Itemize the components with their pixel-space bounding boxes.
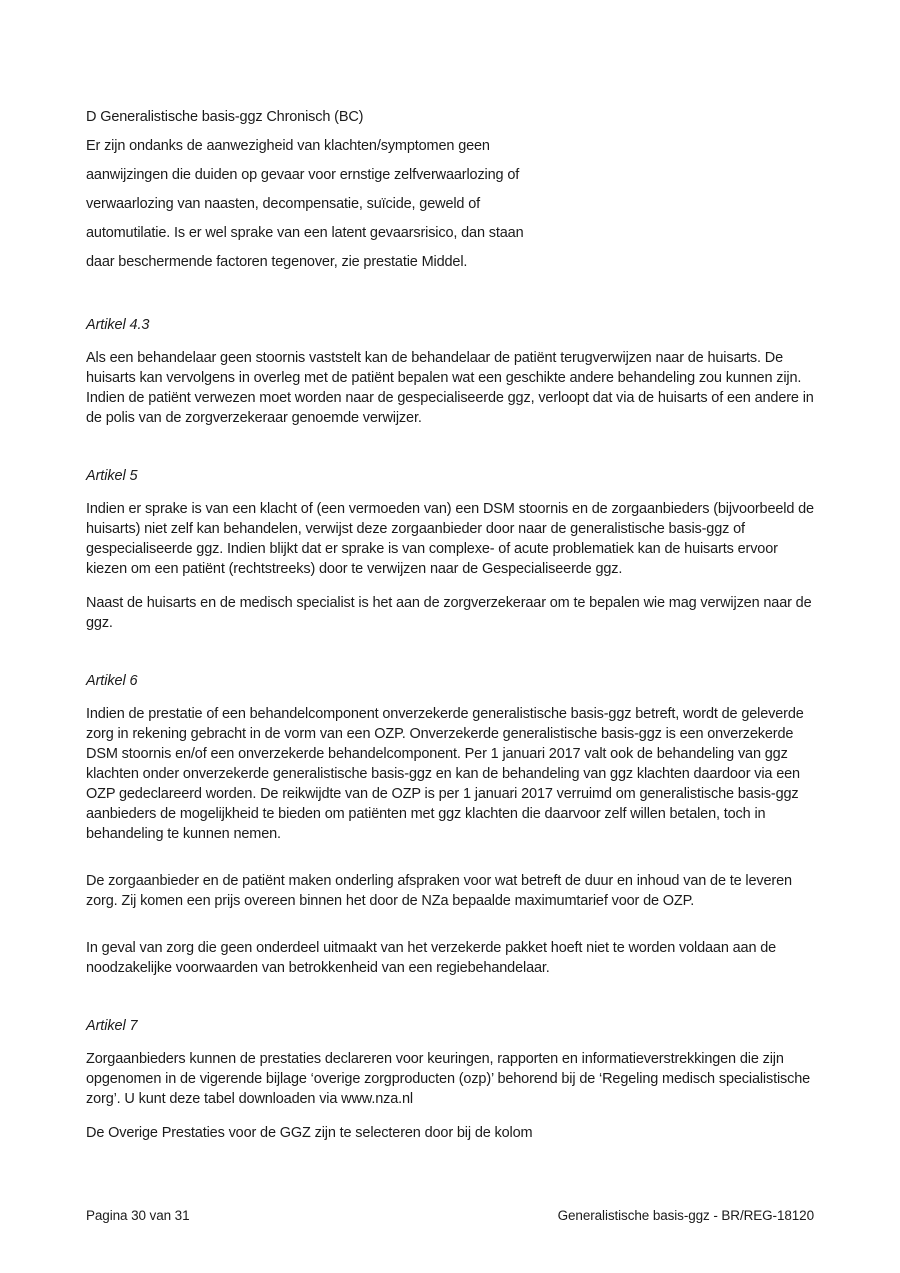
- paragraph: Indien er sprake is van een klacht of (een vermoeden van) een DSM stoornis en de zorgaanbieders (bijvoorbeeld de huisarts) niet zelf kan behandelen, verwijst deze zorgaanbieder door naar de generalistische basis-ggz of gespecialiseerde ggz. Indien blijkt dat er sprake is van complexe- of acute problematiek kan de huisarts ervoor kiezen om een patiënt (rechtstreeks) door te verwijzen naar de Gespecialiseerde ggz.: [86, 501, 814, 577]
- page-content: [86, 103, 816, 1157]
- section-artikel-4-3: [86, 315, 816, 428]
- paragraph: Indien de prestatie of een behandelcomponent onverzekerde generalistische basis-ggz betreft, wordt de geleverde zorg in rekening gebracht in de vorm van een OZP. Onverzekerde generalistische basis-ggz is een onverzekerde DSM stoornis en/of een onverzekerde behandelcomponent. Per 1 januari 2017 valt ook de behandeling van ggz klachten onder onverzekerde generalistische basis-ggz en kan de behandeling van ggz klachten daardoor via een OZP gedeclareerd worden. De reikwijdte van de OZP is per 1 januari 2017 verruimd om generalistische basis-ggz aanbieders de mogelijkheid te bieden om patiënten met ggz klachten die daarvoor zelf willen betalen, toch in behandeling te kunnen nemen.: [86, 706, 804, 842]
- paragraph: Naast de huisarts en de medisch specialist is het aan de zorgverzekeraar om te bepalen wie mag verwijzen naar de ggz.: [86, 595, 812, 631]
- section-artikel-6: [86, 671, 816, 978]
- paragraph: In geval van zorg die geen onderdeel uitmaakt van het verzekerde pakket hoeft niet te worden voldaan aan de noodzakelijke voorwaarden van betrokkenheid van een regiebehandelaar.: [86, 940, 777, 976]
- intro-heading: D Generalistische basis-ggz Chronisch (BC): [86, 109, 364, 125]
- intro-line: aanwijzingen die duiden op gevaar voor ernstige zelfverwaarlozing of: [86, 167, 520, 183]
- paragraph: De zorgaanbieder en de patiënt maken onderling afspraken voor wat betreft de duur en inhoud van de te leveren zorg. Zij komen een prijs overeen binnen het door de NZa bepaalde maximumtarief voor de OZP.: [86, 873, 792, 909]
- section-artikel-5: [86, 466, 816, 633]
- intro-line: automutilatie. Is er wel sprake van een latent gevaarsrisico, dan staan: [86, 225, 524, 241]
- section-title: Artikel 4.3: [86, 317, 150, 333]
- document-reference: Generalistische basis-ggz - BR/REG-18120: [557, 1208, 814, 1223]
- intro-line: daar beschermende factoren tegenover, zie prestatie Middel.: [86, 254, 468, 270]
- section-title: Artikel 6: [86, 673, 138, 689]
- section-artikel-7: [86, 1016, 816, 1143]
- section-title: Artikel 5: [86, 468, 138, 484]
- page-footer: [86, 1207, 814, 1225]
- intro-line: Er zijn ondanks de aanwezigheid van klachten/symptomen geen: [86, 138, 490, 154]
- paragraph: Als een behandelaar geen stoornis vaststelt kan de behandelaar de patiënt terugverwijzen naar de huisarts. De huisarts kan vervolgens in overleg met de patiënt bepalen wat een geschikte andere behandeling zou kunnen zijn. Indien de patiënt verwezen moet worden naar de gespecialiseerde ggz, verloopt dat via de huisarts of een andere in de polis van de zorgverzekeraar genoemde verwijzer.: [86, 350, 814, 426]
- section-title: Artikel 7: [86, 1018, 138, 1034]
- intro-line: verwaarlozing van naasten, decompensatie, suïcide, geweld of: [86, 196, 481, 212]
- paragraph: Zorgaanbieders kunnen de prestaties declareren voor keuringen, rapporten en informatieverstrekkingen die zijn opgenomen in de vigerende bijlage ‘overige zorgproducten (ozp)’ behorend bij de ‘Regeling medisch specialistische zorg’. U kunt deze tabel downloaden via www.nza.nl: [86, 1051, 811, 1107]
- page-number: Pagina 30 van 31: [86, 1208, 190, 1223]
- intro-block: [86, 103, 816, 277]
- paragraph: De Overige Prestaties voor de GGZ zijn te selecteren door bij de kolom: [86, 1125, 533, 1141]
